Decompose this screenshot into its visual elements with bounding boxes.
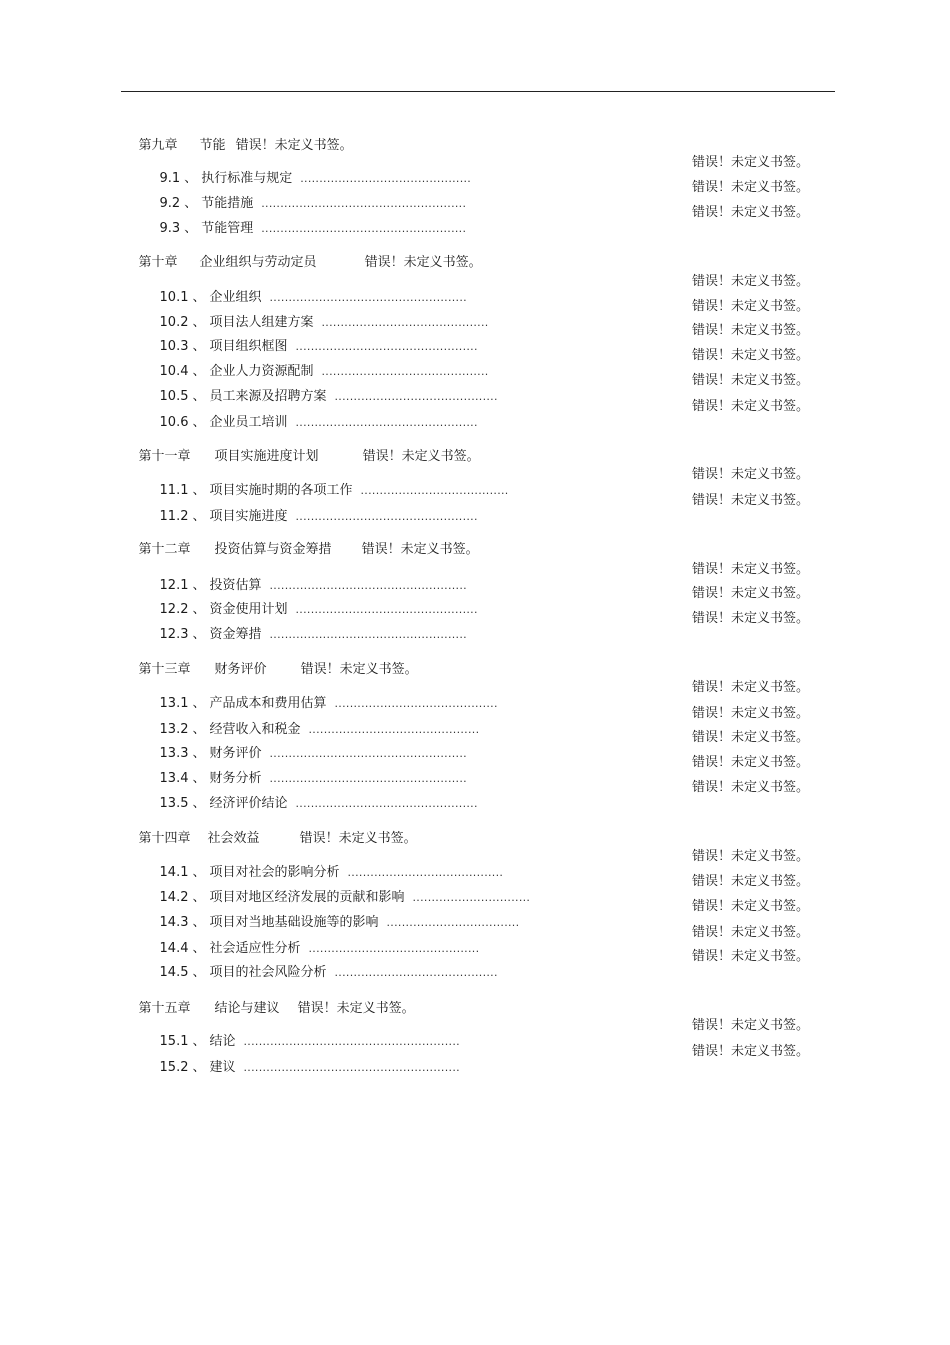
item-label: 项目法人组建方案 [209, 315, 314, 330]
item-number: 10.5 [159, 389, 189, 404]
dot-leader: ......................................................... [243, 1061, 460, 1074]
item-label: 项目对地区经济发展的贡献和影响 [209, 890, 405, 905]
item-page-ref: 错误！未定义书签。 [691, 399, 809, 414]
item-label: 项目实施进度 [209, 509, 288, 524]
dot-leader: ....................................... [360, 484, 509, 497]
chapter-number: 第十三章 [138, 662, 191, 677]
item-number: 15.1 [159, 1034, 189, 1049]
item-separator: 、 [192, 722, 206, 737]
item-page-ref: 错误！未定义书签。 [691, 780, 809, 795]
dot-leader: ...................................................... [261, 222, 467, 235]
dot-leader: .................................................... [269, 579, 467, 592]
item-number: 14.3 [159, 915, 189, 930]
item-label: 节能措施 [201, 196, 254, 211]
item-number: 14.5 [159, 965, 189, 980]
item-label: 项目对社会的影响分析 [209, 865, 340, 880]
chapter-page-ref: 错误！未定义书签。 [300, 662, 418, 677]
item-separator: 、 [192, 290, 206, 305]
chapter-number: 第十二章 [138, 542, 191, 557]
dot-leader: ................................... [386, 916, 520, 929]
item-page-ref: 错误！未定义书签。 [691, 1018, 809, 1033]
chapter-page-ref: 错误！未定义书签。 [299, 831, 417, 846]
item-separator: 、 [184, 196, 198, 211]
chapter-title: 节能 [199, 138, 226, 153]
item-number: 10.4 [159, 364, 189, 379]
item-number: 9.2 [159, 196, 181, 211]
item-separator: 、 [192, 771, 206, 786]
dot-leader: ......................................................... [243, 1035, 460, 1048]
item-separator: 、 [192, 965, 206, 980]
chapter-title: 结论与建议 [214, 1001, 280, 1016]
item-number: 10.3 [159, 339, 189, 354]
dot-leader: ............................................. [300, 172, 472, 185]
item-number: 14.4 [159, 941, 189, 956]
chapter-page-ref: 错误！未定义书签。 [297, 1001, 415, 1016]
item-label: 企业员工培训 [209, 415, 288, 430]
item-page-ref: 错误！未定义书签。 [691, 899, 809, 914]
item-number: 10.6 [159, 415, 189, 430]
item-label: 资金筹措 [209, 627, 262, 642]
item-page-ref: 错误！未定义书签。 [691, 205, 809, 220]
dot-leader: ......................................... [347, 866, 504, 879]
item-label: 企业人力资源配制 [209, 364, 314, 379]
chapter-title: 投资估算与资金筹措 [214, 542, 332, 557]
item-label: 产品成本和费用估算 [209, 696, 327, 711]
item-page-ref: 错误！未定义书签。 [691, 849, 809, 864]
chapter-number: 第十四章 [138, 831, 191, 846]
item-separator: 、 [192, 1034, 206, 1049]
item-label: 项目的社会风险分析 [209, 965, 327, 980]
item-label: 财务分析 [209, 771, 262, 786]
item-separator: 、 [192, 339, 206, 354]
item-number: 12.2 [159, 602, 189, 617]
item-separator: 、 [192, 389, 206, 404]
chapter-page-ref: 错误！未定义书签。 [362, 449, 480, 464]
chapter-title: 企业组织与劳动定员 [199, 255, 317, 270]
item-separator: 、 [192, 315, 206, 330]
item-page-ref: 错误！未定义书签。 [691, 467, 809, 482]
item-separator: 、 [192, 890, 206, 905]
item-label: 投资估算 [209, 578, 262, 593]
chapter-number: 第十五章 [138, 1001, 191, 1016]
item-number: 10.2 [159, 315, 189, 330]
item-page-ref: 错误！未定义书签。 [691, 925, 809, 940]
item-page-ref: 错误！未定义书签。 [691, 299, 809, 314]
item-label: 项目组织框图 [209, 339, 288, 354]
item-page-ref: 错误！未定义书签。 [691, 1044, 809, 1059]
chapter-number: 第九章 [138, 138, 178, 153]
item-label: 经营收入和税金 [209, 722, 301, 737]
item-label: 财务评价 [209, 746, 262, 761]
item-number: 13.1 [159, 696, 189, 711]
dot-leader: ........................................... [334, 966, 498, 979]
item-page-ref: 错误！未定义书签。 [691, 611, 809, 626]
item-number: 13.2 [159, 722, 189, 737]
item-label: 项目对当地基础设施等的影响 [209, 915, 379, 930]
item-number: 9.3 [159, 221, 181, 236]
dot-leader: ........................................... [334, 697, 498, 710]
item-separator: 、 [192, 746, 206, 761]
item-separator: 、 [192, 915, 206, 930]
item-page-ref: 错误！未定义书签。 [691, 373, 809, 388]
item-separator: 、 [192, 364, 206, 379]
item-number: 14.1 [159, 865, 189, 880]
item-number: 12.3 [159, 627, 189, 642]
dot-leader: ............................................. [308, 723, 480, 736]
item-page-ref: 错误！未定义书签。 [691, 493, 809, 508]
item-label: 节能管理 [201, 221, 254, 236]
item-page-ref: 错误！未定义书签。 [691, 155, 809, 170]
dot-leader: ................................................ [295, 510, 478, 523]
dot-leader: ............................................ [321, 316, 489, 329]
item-page-ref: 错误！未定义书签。 [691, 348, 809, 363]
chapter-page-ref: 错误！未定义书签。 [361, 542, 479, 557]
item-number: 14.2 [159, 890, 189, 905]
item-separator: 、 [192, 509, 206, 524]
item-label: 资金使用计划 [209, 602, 288, 617]
item-separator: 、 [192, 696, 206, 711]
item-page-ref: 错误！未定义书签。 [691, 180, 809, 195]
item-label: 企业组织 [209, 290, 262, 305]
item-label: 结论 [209, 1034, 236, 1049]
item-separator: 、 [192, 483, 206, 498]
item-number: 13.4 [159, 771, 189, 786]
item-separator: 、 [192, 941, 206, 956]
chapter-title: 社会效益 [207, 831, 260, 846]
dot-leader: ................................................ [295, 416, 478, 429]
item-separator: 、 [192, 1060, 206, 1075]
dot-leader: ............................................ [321, 365, 489, 378]
item-label: 项目实施时期的各项工作 [209, 483, 353, 498]
item-page-ref: 错误！未定义书签。 [691, 323, 809, 338]
item-separator: 、 [192, 865, 206, 880]
item-label: 社会适应性分析 [209, 941, 301, 956]
dot-leader: .................................................... [269, 772, 467, 785]
item-separator: 、 [192, 602, 206, 617]
chapter-number: 第十一章 [138, 449, 191, 464]
chapter-number: 第十章 [138, 255, 178, 270]
item-separator: 、 [192, 415, 206, 430]
item-page-ref: 错误！未定义书签。 [691, 586, 809, 601]
chapter-title: 财务评价 [214, 662, 267, 677]
item-page-ref: 错误！未定义书签。 [691, 706, 809, 721]
item-page-ref: 错误！未定义书签。 [691, 274, 809, 289]
dot-leader: ................................................ [295, 603, 478, 616]
dot-leader: .................................................... [269, 747, 467, 760]
dot-leader: .................................................... [269, 628, 467, 641]
dot-leader: ........................................... [334, 390, 498, 403]
dot-leader: ...................................................... [261, 197, 467, 210]
item-separator: 、 [192, 578, 206, 593]
chapter-title: 项目实施进度计划 [214, 449, 319, 464]
dot-leader: ................................................ [295, 797, 478, 810]
item-number: 9.1 [159, 171, 181, 186]
dot-leader: ................................................ [295, 340, 478, 353]
item-separator: 、 [184, 221, 198, 236]
item-label: 建议 [209, 1060, 236, 1075]
item-label: 员工来源及招聘方案 [209, 389, 327, 404]
chapter-page-ref: 错误！未定义书签。 [364, 255, 482, 270]
dot-leader: ............................... [412, 891, 531, 904]
item-page-ref: 错误！未定义书签。 [691, 680, 809, 695]
item-number: 12.1 [159, 578, 189, 593]
chapter-page-ref: 错误！未定义书签。 [235, 138, 353, 153]
item-number: 15.2 [159, 1060, 189, 1075]
item-label: 执行标准与规定 [201, 171, 293, 186]
item-number: 13.3 [159, 746, 189, 761]
item-number: 11.2 [159, 509, 189, 524]
item-page-ref: 错误！未定义书签。 [691, 730, 809, 745]
item-number: 11.1 [159, 483, 189, 498]
item-separator: 、 [192, 796, 206, 811]
item-label: 经济评价结论 [209, 796, 288, 811]
dot-leader: ............................................. [308, 942, 480, 955]
item-page-ref: 错误！未定义书签。 [691, 874, 809, 889]
item-number: 13.5 [159, 796, 189, 811]
item-separator: 、 [184, 171, 198, 186]
item-page-ref: 错误！未定义书签。 [691, 949, 809, 964]
item-page-ref: 错误！未定义书签。 [691, 562, 809, 577]
header-rule [121, 91, 835, 92]
item-separator: 、 [192, 627, 206, 642]
dot-leader: .................................................... [269, 291, 467, 304]
item-page-ref: 错误！未定义书签。 [691, 755, 809, 770]
toc-item-15-2[interactable] [143, 1044, 813, 1092]
item-number: 10.1 [159, 290, 189, 305]
